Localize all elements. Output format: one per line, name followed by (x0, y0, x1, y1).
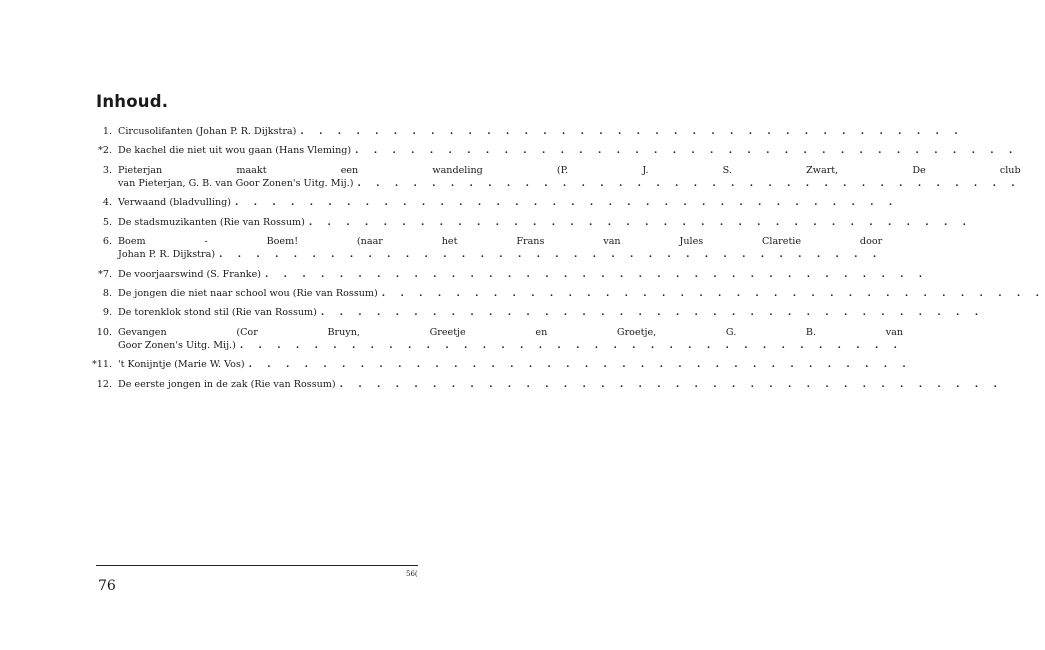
toc-entry-line: De torenklok stond stil (Rie van Rossum) (118, 307, 317, 319)
toc-entry-line: De kachel die niet uit wou gaan (Hans Vleming) (118, 145, 352, 157)
toc-entry (88, 358, 912, 372)
toc-entry-number: 9. (102, 307, 112, 319)
toc-entry-text (118, 235, 882, 262)
dot-leader: . . . . . . . . . . . . . . . . . . . . . . . . . . . . . . . . . . . . (320, 307, 985, 319)
toc-entry-line: Verwaand (bladvulling) (118, 197, 232, 209)
printer-signature: 56( (406, 570, 418, 578)
page-title: Inhoud. (96, 92, 169, 111)
dot-leader: . . . . . . . . . . . . . . . . . . . . . . . . . . . . . . . . . . . . (339, 378, 1003, 390)
toc-entry-line: Gevangen (Cor Bruyn, Greetje en Groetje, G. B. van (118, 326, 904, 338)
toc-entry-line: De eerste jongen in de zak (Rie van Rossum) (118, 378, 336, 390)
toc-entry-line: Pieterjan maakt een wandeling (P. J. S. Zwart, De club (118, 164, 1021, 176)
toc-entry-number: *2. (98, 145, 112, 157)
toc-entry (88, 125, 964, 139)
page-number: 76 (98, 578, 116, 594)
toc-entry (88, 378, 1003, 392)
toc-entry (88, 306, 985, 320)
dot-leader: . . . . . . . . . . . . . . . . . . . . . . . . . . . . . . . . . . . . (265, 268, 929, 280)
toc-entry-line: De jongen die niet naar school wou (Rie van Rossum) (118, 288, 378, 300)
toc-entry (88, 287, 1045, 301)
toc-entry-text (118, 306, 984, 320)
dot-leader: . . . . . . . . . . . . . . . . . . . . . . . . . . . . . . . . . . . . (357, 178, 1021, 190)
toc-entry (88, 164, 1021, 191)
toc-entry-line: Boem - Boem! (naar het Frans van Jules Claretie door (118, 235, 883, 247)
dot-leader: . . . . . . . . . . . . . . . . . . . . . . . . . . . . . . . . . . . . (235, 197, 899, 209)
toc-entry-number: 6. (102, 235, 112, 247)
toc-entry-number: *7. (98, 268, 112, 280)
toc-entry-text (118, 196, 898, 210)
toc-entry-number: 5. (102, 216, 112, 228)
dot-leader: . . . . . . . . . . . . . . . . . . . . . . . . . . . . . . . . . . . . (308, 216, 973, 228)
dot-leader: . . . . . . . . . . . . . . . . . . . . . . . . . . . . . . . . . . . . (248, 359, 912, 371)
toc-entry-text (118, 144, 1018, 158)
dot-leader: . . . . . . . . . . . . . . . . . . . . . . . . . . . . . . . . . . . . (355, 145, 1019, 157)
toc-entry-text (118, 164, 1021, 191)
toc-entry-text (118, 216, 972, 230)
footer-rule (96, 565, 418, 566)
toc-entry-number: 8. (102, 288, 112, 300)
toc-entry (88, 144, 1019, 158)
toc-entry-number: 12. (96, 378, 112, 390)
toc-entry-number: 4. (102, 197, 112, 209)
toc-entry-number: 1. (102, 126, 112, 137)
dot-leader: . . . . . . . . . . . . . . . . . . . . . . . . . . . . . . . . . . . . (381, 288, 1045, 300)
toc-entry-text (118, 378, 1003, 392)
toc-entry (88, 196, 899, 210)
toc-entry-text (118, 125, 964, 139)
toc-entry-text (118, 358, 912, 372)
toc-entry-line: De voorjaarswind (S. Franke) (118, 268, 261, 280)
toc-entry (88, 268, 929, 282)
toc-entry-number: 3. (102, 164, 112, 176)
toc-entry (88, 326, 904, 353)
toc-entry-text (118, 287, 1045, 301)
dot-leader: . . . . . . . . . . . . . . . . . . . . . . . . . . . . . . . . . . . . (239, 340, 904, 352)
dot-leader: . . . . . . . . . . . . . . . . . . . . . . . . . . . . . . . . . . . . (219, 249, 883, 261)
toc-entry-text (118, 268, 928, 282)
toc-entry (88, 216, 973, 230)
toc-entry-number: *11. (91, 359, 112, 371)
toc-entry-line: De stadsmuzikanten (Rie van Rossum) (118, 216, 305, 228)
toc-entry-text (118, 326, 903, 353)
toc-entry-line: Johan P. R. Dijkstra) (118, 249, 216, 261)
toc-entry-number: 10. (96, 326, 112, 338)
toc-entry-line: Goor Zonen's Uitg. Mij.) (118, 340, 236, 352)
toc-entry (88, 235, 883, 262)
table-of-contents (88, 125, 1045, 397)
toc-entry-line: 't Konijntje (Marie W. Vos) (118, 359, 245, 371)
toc-entry-line: van Pieterjan, G. B. van Goor Zonen's Uitg. Mij.) (118, 178, 354, 190)
dot-leader: . . . . . . . . . . . . . . . . . . . . . . . . . . . . . . . . . . . . (300, 126, 964, 137)
toc-entry-line: Circusolifanten (Johan P. R. Dijkstra) (118, 126, 297, 137)
